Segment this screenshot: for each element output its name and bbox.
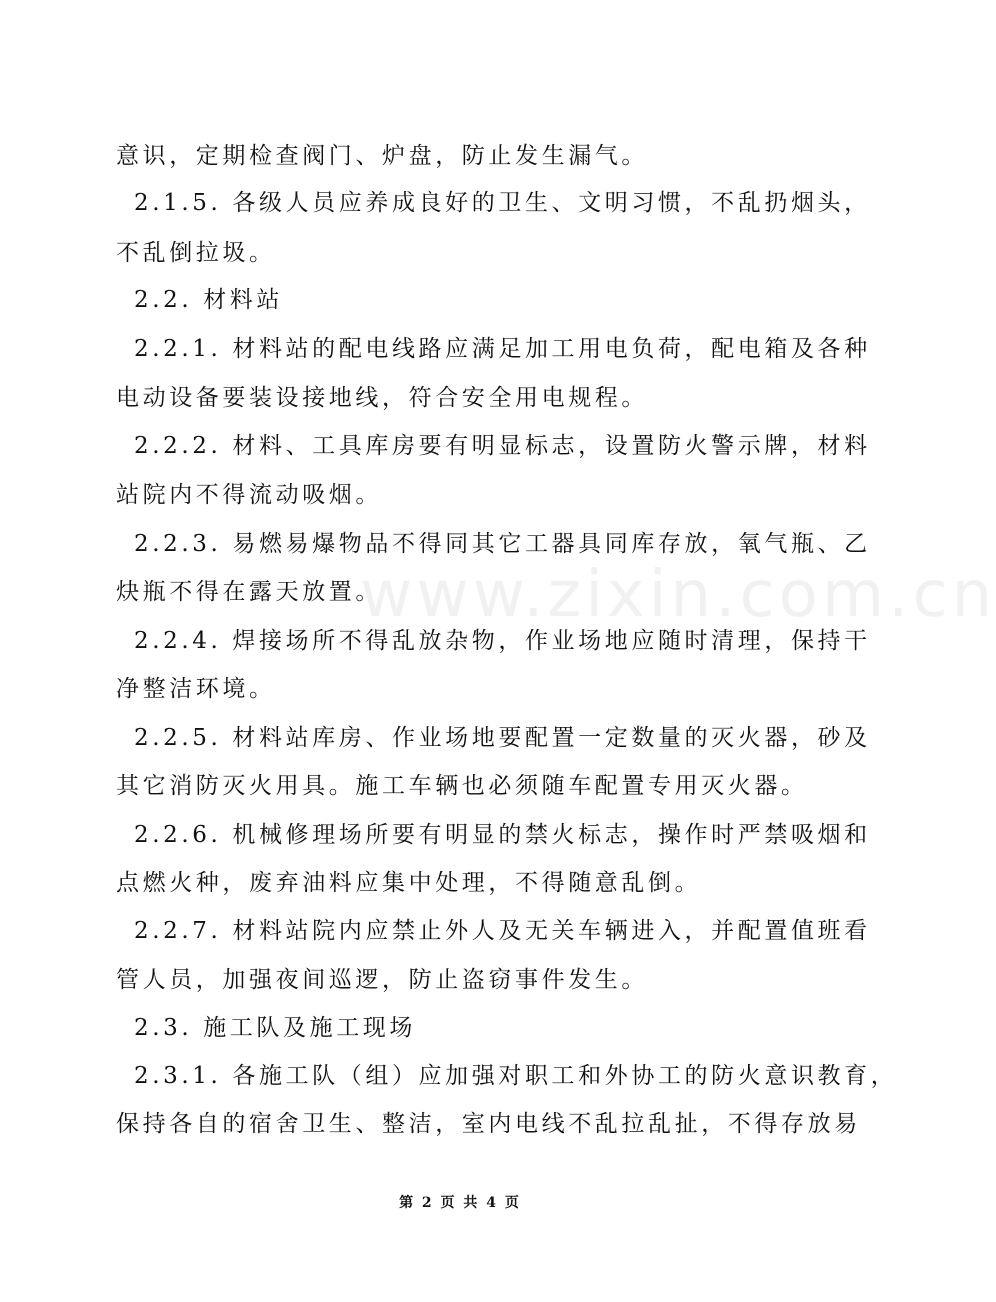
text-line: 其它消防灭火用具。施工车辆也必须随车配置专用灭火器。 <box>116 773 808 799</box>
text-line: 炔瓶不得在露天放置。 <box>116 579 382 605</box>
section-heading: 2.2. 材料站 <box>134 287 283 313</box>
page-footer: 第 2 页 共 4 页 <box>399 1195 521 1211</box>
text-line: 点燃火种，废弃油料应集中处理，不得随意乱倒。 <box>116 870 702 896</box>
text-line: 2.2.2. 材料、工具库房要有明显标志，设置防火警示牌，材料 <box>134 433 871 459</box>
text-line: 不乱倒拉圾。 <box>116 240 276 266</box>
text-line: 2.2.5. 材料站库房、作业场地要配置一定数量的灭火器，砂及 <box>134 725 871 751</box>
text-line: 2.2.1. 材料站的配电线路应满足加工用电负荷，配电箱及各种 <box>134 336 871 362</box>
text-line: 管人员，加强夜间巡逻，防止盗窃事件发生。 <box>116 967 648 993</box>
text-line: 意识，定期检查阀门、炉盘，防止发生漏气。 <box>116 143 648 169</box>
watermark: www.zixin.com.cn <box>360 558 996 632</box>
text-line: 2.2.6. 机械修理场所要有明显的禁火标志，操作时严禁吸烟和 <box>134 822 871 848</box>
text-line: 净整洁环境。 <box>116 676 276 702</box>
text-line: 站院内不得流动吸烟。 <box>116 482 382 508</box>
text-line: 2.2.3. 易燃易爆物品不得同其它工器具同库存放，氧气瓶、乙 <box>134 531 871 557</box>
text-line: 2.2.4. 焊接场所不得乱放杂物，作业场地应随时清理，保持干 <box>134 628 871 654</box>
text-line: 2.3.1. 各施工队（组）应加强对职工和外协工的防火意识教育， <box>134 1063 898 1089</box>
text-line: 保持各自的宿舍卫生、整洁，室内电线不乱拉乱扯，不得存放易 <box>116 1111 861 1137</box>
text-line: 2.1.5. 各级人员应养成良好的卫生、文明习惯，不乱扔烟头， <box>134 190 871 216</box>
text-line: 2.2.7. 材料站院内应禁止外人及无关车辆进入，并配置值班看 <box>134 918 871 944</box>
text-line: 电动设备要装设接地线，符合安全用电规程。 <box>116 385 648 411</box>
section-heading: 2.3. 施工队及施工现场 <box>134 1015 416 1041</box>
